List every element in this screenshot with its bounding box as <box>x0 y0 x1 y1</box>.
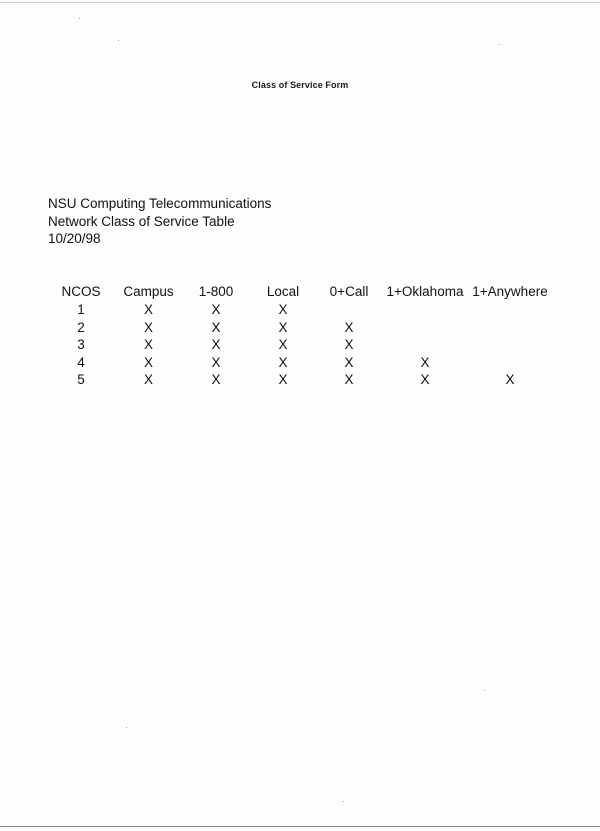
table-cell: 5 <box>77 372 85 387</box>
table-cell: X <box>420 372 430 387</box>
table-cell <box>469 336 551 354</box>
table-cell: X <box>278 372 288 387</box>
table-cell: X <box>211 337 221 352</box>
table-cell: 3 <box>77 337 85 352</box>
scan-speck <box>126 727 127 728</box>
column-header-local: Local <box>266 284 300 300</box>
table-row <box>48 336 551 354</box>
document-date: 10/20/98 <box>48 231 101 246</box>
scan-speck <box>484 690 485 691</box>
table-cell: X <box>278 337 288 352</box>
table-cell <box>469 354 551 372</box>
table-cell: X <box>143 337 153 352</box>
table-row <box>48 371 551 389</box>
table-row <box>48 354 551 372</box>
document-heading <box>48 195 271 248</box>
table-title: Network Class of Service Table <box>48 213 235 229</box>
form-title: Class of Service Form <box>251 80 349 90</box>
scan-edge-top <box>0 2 600 3</box>
table-cell: X <box>143 302 153 317</box>
table-cell: X <box>344 337 354 352</box>
table-cell: X <box>420 354 430 370</box>
table-cell <box>317 301 381 319</box>
scan-speck <box>499 44 500 45</box>
scan-speck <box>118 40 119 41</box>
table-cell: X <box>344 354 354 370</box>
column-header-1-800: 1-800 <box>198 284 234 300</box>
table-cell <box>469 301 551 319</box>
table-cell: 2 <box>77 319 85 335</box>
class-of-service-table <box>48 283 551 389</box>
table-cell <box>381 301 469 319</box>
table-header-row <box>48 283 551 301</box>
scan-edge-bottom <box>0 826 600 827</box>
table-row <box>48 301 551 319</box>
table-cell: X <box>344 372 354 387</box>
column-header-ncos: NCOS <box>61 284 101 300</box>
column-header-0-call: 0+Call <box>329 284 369 300</box>
table-cell: 4 <box>77 354 85 370</box>
table-cell: X <box>143 354 153 370</box>
table-cell: X <box>278 319 288 335</box>
table-cell: X <box>505 372 515 387</box>
scan-speck <box>343 801 344 802</box>
table-cell <box>469 319 551 337</box>
table-cell: 1 <box>77 302 85 317</box>
scan-speck <box>79 18 80 19</box>
table-cell: X <box>211 372 221 387</box>
table-cell: X <box>143 372 153 387</box>
table-cell: X <box>143 319 153 335</box>
table-cell: X <box>344 319 354 335</box>
table-cell: X <box>211 354 221 370</box>
table-row <box>48 319 551 337</box>
table-cell <box>381 319 469 337</box>
table-cell: X <box>278 354 288 370</box>
column-header-1-oklahoma: 1+Oklahoma <box>386 284 464 300</box>
table-cell: X <box>278 302 288 317</box>
organization-name: NSU Computing Telecommunications <box>48 196 272 211</box>
column-header-campus: Campus <box>123 284 174 300</box>
table-cell: X <box>211 302 221 317</box>
column-header-1-anywhere: 1+Anywhere <box>472 284 548 300</box>
table-cell: X <box>211 319 221 335</box>
table-cell <box>381 336 469 354</box>
